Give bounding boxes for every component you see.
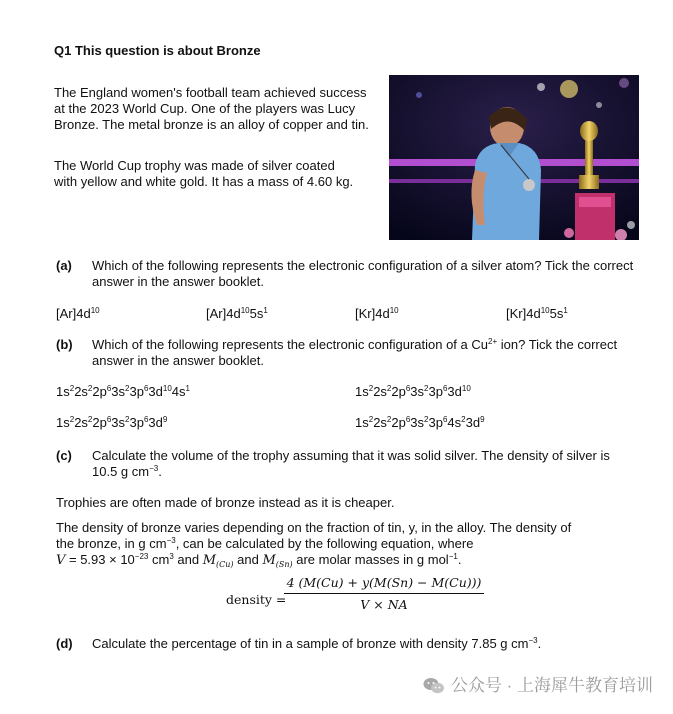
question-c-text: Calculate the volume of the trophy assuming that it was solid silver. The density of silver is 10.5 g $cm^{-3}$. <box>92 448 610 479</box>
question-c-label: (c) <box>56 448 72 463</box>
option-a2[interactable]: $[Ar]4d^{10}5s^1$ <box>206 306 268 321</box>
question-d-label: (d) <box>56 636 73 651</box>
question-a-text: Which of the following represents the electronic configuration of a silver atom? Tick the correct answer in the answer booklet. <box>92 258 634 289</box>
option-a3[interactable]: $[Kr]4d^{10}$ <box>355 306 399 321</box>
option-a1[interactable]: $[Ar]4d^{10}$ <box>56 306 100 321</box>
option-b4[interactable]: $1s^22s^22p^63s^23p^64s^23d^9$ <box>355 415 485 430</box>
intro-paragraph-2: The World Cup trophy was made of silver coated with yellow and white gold. It has a mass of 4.60 kg. <box>54 158 354 189</box>
question-title: Q1 This question is about Bronze <box>54 43 261 58</box>
formula-numerator: 4 (M(Cu) + y(M(Sn) − M(Cu))) <box>284 575 484 594</box>
player-trophy-photo <box>389 75 639 240</box>
option-a4[interactable]: $[Kr]4d^{10}5s^1$ <box>506 306 568 321</box>
option-b1[interactable]: $1s^22s^22p^63s^23p^63d^{10}4s^1$ <box>56 384 190 399</box>
density-formula <box>226 575 486 620</box>
intro-paragraph-1: The England women's football team achieved success at the 2023 World Cup. One of the players was Lucy Bronze. The metal bronze is an alloy of copper and tin. <box>54 85 369 132</box>
bronze-intro-text: Trophies are often made of bronze instead as it is cheaper. <box>56 495 395 510</box>
wechat-icon <box>423 677 445 695</box>
option-b2[interactable]: $1s^22s^22p^63s^23p^63d^{10}$ <box>355 384 471 399</box>
question-d-text: Calculate the percentage of tin in a sample of bronze with density 7.85 g $cm^{-3}$. <box>92 636 542 651</box>
density-explanation: The density of bronze varies depending on the fraction of tin, y, in the alloy. The density of the bronze, in g $cm^{-3}$, can be calculated by the following equation, where $V = 5.93 \times 10^{-23}$ $cm^3$ and $M_{(Cu)}$ and $M_{(Sn)}$ are molar masses in g mol$^{-1}$. <box>56 520 572 569</box>
question-b-label: (b) <box>56 337 73 352</box>
question-b-text: Which of the following represents the electronic configuration of a $Cu^{2+}$ ion? Tick the correct answer in the answer booklet. <box>92 337 618 368</box>
question-a-label: (a) <box>56 258 72 273</box>
watermark: 公众号 · 上海犀牛教育培训 <box>423 677 653 695</box>
option-b3[interactable]: $1s^22s^22p^63s^23p^63d^9$ <box>56 415 168 430</box>
formula-denominator: V × NA <box>360 597 408 612</box>
formula-lhs: density = <box>226 592 287 607</box>
